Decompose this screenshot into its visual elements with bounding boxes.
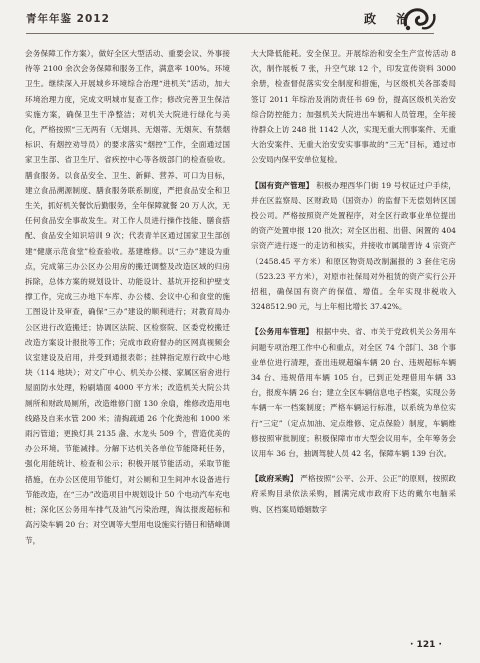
left-column	[25, 46, 230, 548]
section-title: 政 治	[364, 12, 417, 26]
header-divider	[26, 33, 434, 34]
body-paragraph: 会务保障工作方案），做好全区大型活动、重要会议、外事接待等 2100 余次会务保障和服务工作，满意率 100%。环境卫生。继续深入开展城乡环境综合治理“进机关”活动，加大环境治理力度，完成文明城市复查工作；修改完善卫生保洁实施方案，确保卫生干净整洁；对机关大院进行绿化与美化，严格按照“三无两有（无烟具、无烟蒂、无烟灰、有禁烟标识、有烟控劝导员）的要求落实“烟控”工作，全面通过国家卫生部、省卫生厅、省疾控中心等各级部门的检查验收。膳食服务。以食品安全、卫生、新鲜、营养、可口为目标，建立食品溯源制度、膳食服务联系制度，严把食品安全和卫生关，抓好机关餐饮后勤服务，全年保障就餐 20 万人次，无任何食品安全事故发生。对工作人员进行操作技能、膳食搭配、食品安全知识培训 9 次；代表青羊区通过国家卫生部创建“健康示范食堂”检查验收。基建维修。以“三办”建设为重点，完成第三办公区办公用房的搬迁调整及改造区域的归房拆除，总体方案的规划设计、功能设计、基坑开挖和护壁支撑工作，完成三办地下车库、办公楼、会议中心和食堂的施工图设计及审查，确保“三办”建设的顺利进行；对教育局办公区进行改造搬迁；协调区法院、区检察院、区委党校搬迁改造方案设计报批等工作；完成市政府督办的区网真视频会议室建设及启用，并受到通报表彰；挂牌指定原行政中心地块（114 地块）；对文广中心、机关办公楼、家属区宿舍进行屋面防水处理，粉刷墙面 4000 平方米；改造机关大院公共厕所和财政局厕所，改造维修门窗 130 余扇，维修改造用电线路及自来水管 200 米；清掏疏通 26 个化粪池和 1000 米雨污管道；更换灯具 2135 盏、水龙头 509 个，营造优美的办公环境。节能减排。分解下达机关各单位节能降耗任务，强化用能统计、检查和公示；积极开展节能活动，采取节能措施，在办公区使用节能灯，对公厕和卫生间冲水设备进行节能改造，在“三办”改造项目中规划设计 50 个电动汽车充电桩；深化区公务用车排气及油气污染治理，淘汰报废超标和高污染车辆 20 台；对空调等大型用电设施实行错日和错峰调节，	[25, 49, 230, 545]
yearbook-title: 青年年鉴 2012	[26, 13, 110, 25]
paragraph-text: 根据中央、省、市关于党政机关公务用车问题专项治理工作中心和重点，对全区 74 个部门、38 个事业单位进行清理，查出违规超编车辆 20 台、违规超标车辆 34 台、违规借用车辆 105 台，已到正处理借用车辆 33 台，报废车辆 26 台；建立全区车辆信息电子档案，实现公务车辆一车一档案制度；严格车辆运行标准，以系统为单位实行“三定”（定点加油、定点维修、定点保险）制度，车辆维修按照审批制度；积极保障市市大型会议用车，全年筹务会议用车 36 台，抽调驾驶人员 42 名，保障车辆 139 台次。	[251, 327, 457, 459]
section-label: 【公务用车管理】	[251, 327, 314, 337]
paragraph-text: 积极办理西华门街 19 号权证过户手续，并在区监察局、区财政局（国资办）的监督下无偿划转区国投公司。严格按照资产处置程序，对全区行政事业单位提出的资产处置申报 120 批次；对全区出租、出借、闲置的 404 宗资产进行逐一的走访和核实，并接收市属瑞晋诗 4 宗资产（2458.45 平方米）和原区物资局改制漏报的 3 套住宅房（523.23 平方米），对原市社保局对外租赁的资产实行公开招租，确保国有资产的保值、增值。全年实现非税收入 3248512.90 元，与上年相比增长 37.42%。	[251, 180, 456, 312]
section-state-assets	[251, 178, 456, 315]
paragraph-text: 严格按照“公平、公开、公正”的原则，按照政府采购目录依法采购，圆满完成市政府下达的戴尔电脑采购、区档案局婚姻数字	[251, 474, 457, 514]
section-official-vehicles	[251, 324, 456, 461]
paragraph-text: 大大降低能耗。安全保卫。开展综治和安全生产宣传活动 8 次，制作展板 7 张，升空气球 12 个，印发宣传资料 3000 余册，检查督促落实安全制度和措施，与区级机关各部委局签订 2011 年综治及消防责任书 69 份，提高区级机关治安综合防控能力；加强机关大院进出车辆和人员管理，全年接待群众上访 248 批 1142 人次，实现无重大刑事案件、无重大治安案件、无重大治安安实事事故的“三无”目标，通过市公安局内保平安单位复检。	[251, 49, 456, 165]
body-paragraph	[251, 46, 456, 168]
section-label: 【政府采购】	[251, 474, 298, 484]
decorative-swirl-icon	[398, 4, 438, 34]
page-header	[0, 0, 480, 38]
section-government-procurement	[251, 471, 456, 517]
right-column	[251, 46, 456, 517]
section-label: 【国有资产管理】	[251, 180, 314, 190]
page-number: · 121 ·	[410, 640, 442, 650]
